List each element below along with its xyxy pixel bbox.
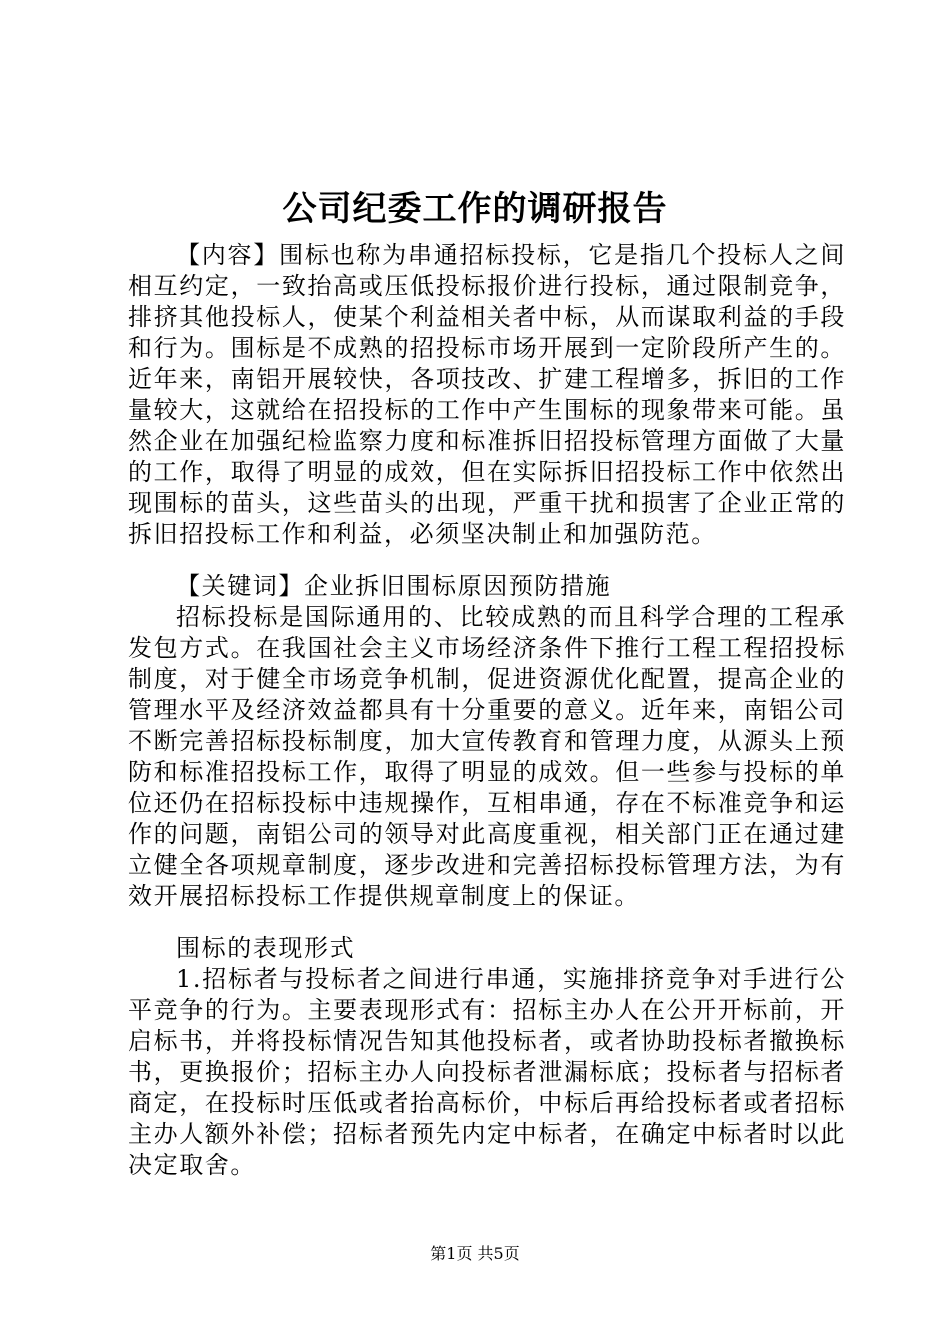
section-heading: 围标的表现形式	[176, 934, 356, 962]
abstract-paragraph: 【内容】围标也称为串通招标投标，它是指几个投标人之间相互约定，一致抬高或压低投标报价进行投标，通过限制竞争，排挤其他投标人，使某个利益相关者中标，从而谋取利益的手段和行为。围标是不成熟的招投标市场开展到一定阶段所产生的。近年来，南铝开展较快，各项技改、扩建工程增多，拆旧的工作量较大，这就给在招投标的工作中产生围标的现象带来可能。虽然企业在加强纪检监察力度和标准拆旧招投标管理方面做了大量的工作，取得了明显的成效，但在实际拆旧招投标工作中依然出现围标的苗头，这些苗头的出现，严重干扰和损害了企业正常的拆旧招投标工作和利益，必须坚决制止和加强防范。	[128, 241, 846, 548]
list-item: 1.招标者与投标者之间进行串通，实施排挤竞争对手进行公平竞争的行为。主要表现形式有：招标主办人在公开开标前，开启标书，并将投标情况告知其他投标者，或者协助投标者撤换标书，更换报价；招标主办人向投标者泄漏标底；投标者与招标者商定，在投标时压低或者抬高标价，中标后再给投标者或者招标主办人额外补偿；招标者预先内定中标者，在确定中标者时以此决定取舍。	[128, 965, 846, 1179]
keywords-paragraph: 【关键词】企业拆旧围标原因预防措施	[176, 572, 612, 600]
page-footer: 第1页 共5页	[430, 1244, 520, 1263]
document-title: 公司纪委工作的调研报告	[282, 189, 668, 229]
intro-paragraph: 招标投标是国际通用的、比较成熟的而且科学合理的工程承发包方式。在我国社会主义市场经济条件下推行工程工程招投标制度，对于健全市场竞争机制，促进资源优化配置，提高企业的管理水平及经济效益都具有十分重要的意义。近年来，南铝公司不断完善招标投标制度，加大宣传教育和管理力度，从源头上预防和标准招投标工作，取得了明显的成效。但一些参与投标的单位还仍在招标投标中违规操作，互相串通，存在不标准竞争和运作的问题，南铝公司的领导对此高度重视，相关部门正在通过建立健全各项规章制度，逐步改进和完善招标投标管理方法，为有效开展招标投标工作提供规章制度上的保证。	[128, 603, 846, 910]
